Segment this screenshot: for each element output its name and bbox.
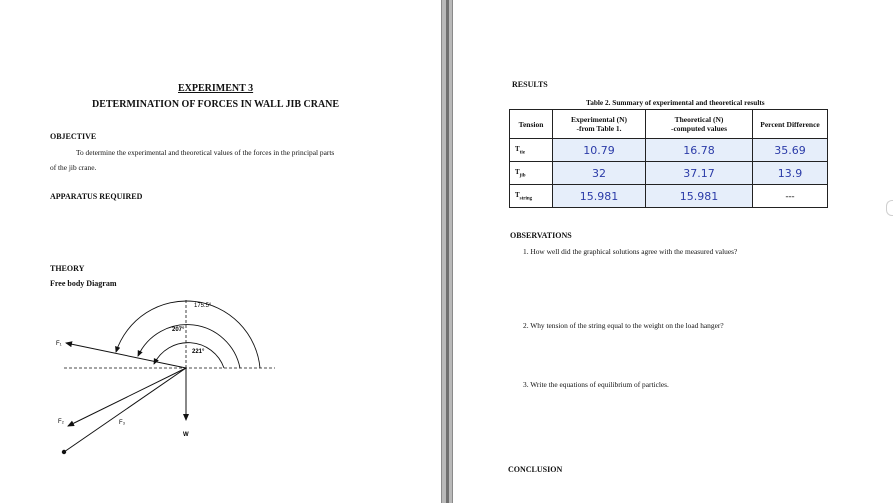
theory-heading: THEORY bbox=[50, 264, 85, 273]
angle-arc-3 bbox=[154, 343, 224, 368]
table-row bbox=[510, 185, 828, 208]
angle-label-2: 207° bbox=[172, 327, 185, 333]
table-caption: Table 2. Summary of experimental and theoretical results bbox=[586, 98, 765, 107]
objective-text-line1: To determine the experimental and theoretical values of the forces in the principal parts bbox=[76, 148, 335, 157]
summary-table bbox=[509, 109, 828, 208]
question-2: 2. Why tension of the string equal to the weight on the load hanger? bbox=[523, 321, 724, 330]
cell-experimental[interactable]: 10.79 bbox=[553, 139, 646, 162]
conclusion-heading: CONCLUSION bbox=[508, 465, 563, 474]
results-heading: RESULTS bbox=[512, 80, 548, 89]
table-row bbox=[510, 162, 828, 185]
col-percent: Percent Difference bbox=[753, 110, 828, 139]
apparatus-heading: APPARATUS REQUIRED bbox=[50, 192, 143, 201]
fbd-heading: Free body Diagram bbox=[50, 279, 117, 288]
col-experimental: Experimental (N) -from Table 1. bbox=[553, 110, 646, 139]
angle-label-3: 221° bbox=[192, 349, 205, 355]
question-1: 1. How well did the graphical solutions agree with the measured values? bbox=[523, 247, 738, 256]
label-f2: F₂ bbox=[58, 419, 64, 425]
col-tension: Tension bbox=[510, 110, 553, 139]
cell-tension: $T_{string}$ bbox=[510, 185, 553, 208]
experiment-subtitle: DETERMINATION OF FORCES IN WALL JIB CRANE bbox=[92, 99, 340, 110]
force-f1-vector bbox=[66, 343, 186, 368]
cell-theoretical[interactable]: 37.17 bbox=[646, 162, 753, 185]
objective-text-line2: of the jib crane. bbox=[50, 163, 97, 172]
table-row bbox=[510, 139, 828, 162]
col-theoretical: Theoretical (N) -computed values bbox=[646, 110, 753, 139]
cell-experimental[interactable]: 15.981 bbox=[553, 185, 646, 208]
objective-heading: OBJECTIVE bbox=[50, 132, 97, 141]
scroll-edge-indicator[interactable] bbox=[886, 200, 893, 216]
right-page bbox=[453, 0, 896, 503]
cell-theoretical[interactable]: 15.981 bbox=[646, 185, 753, 208]
cell-experimental[interactable]: 32 bbox=[553, 162, 646, 185]
cell-percent[interactable]: 35.69 bbox=[753, 139, 828, 162]
label-f3: F₃ bbox=[119, 420, 126, 426]
observations-heading: OBSERVATIONS bbox=[510, 231, 572, 240]
label-w: W bbox=[183, 432, 189, 438]
cell-theoretical[interactable]: 16.78 bbox=[646, 139, 753, 162]
label-f1: F₁ bbox=[56, 341, 62, 347]
cell-tension: $T_{jib}$ bbox=[510, 162, 553, 185]
divider-handle[interactable] bbox=[446, 0, 449, 503]
angle-label-1: 175.5° bbox=[194, 303, 212, 309]
table-header-row bbox=[510, 110, 828, 139]
free-body-diagram bbox=[0, 290, 300, 465]
force-f2-vector bbox=[68, 368, 186, 426]
question-3: 3. Write the equations of equilibrium of particles. bbox=[523, 380, 669, 389]
cell-percent[interactable]: 13.9 bbox=[753, 162, 828, 185]
cell-tension: $T_{tie}$ bbox=[510, 139, 553, 162]
left-page bbox=[0, 0, 441, 503]
force-f3-vector bbox=[64, 368, 186, 452]
page-divider[interactable] bbox=[441, 0, 453, 503]
anchor-point bbox=[62, 450, 66, 454]
experiment-title: EXPERIMENT 3 bbox=[178, 83, 254, 94]
cell-percent: --- bbox=[753, 185, 828, 208]
